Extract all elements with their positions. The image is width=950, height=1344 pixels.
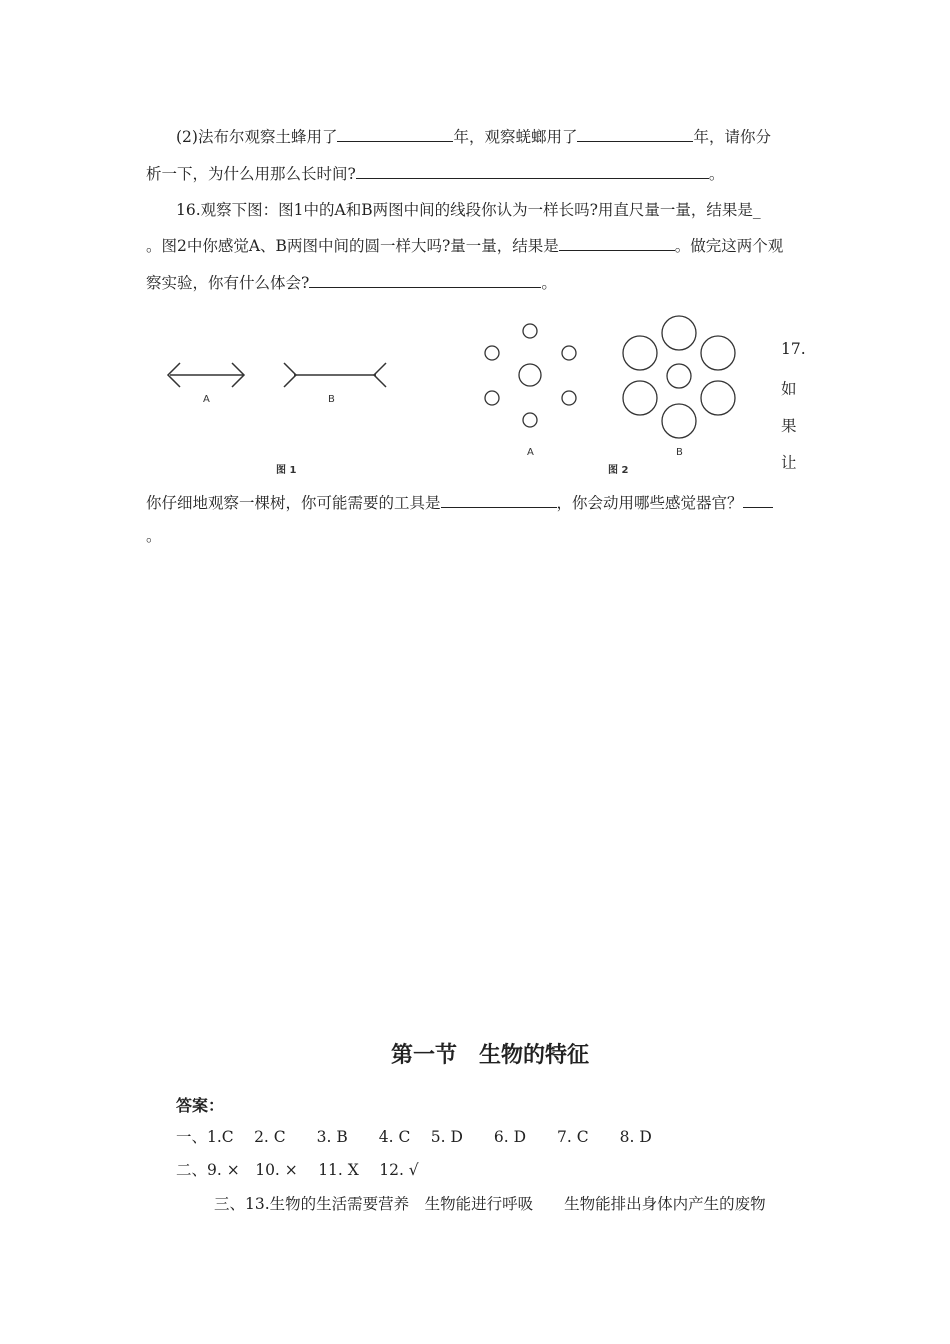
fig1-label-a: A	[203, 394, 210, 405]
fig1-a-arrow-line	[168, 363, 244, 387]
answers-label: 答案：	[176, 1096, 225, 1115]
q16-text-a: 。图2中你感觉A、B两图中间的圆一样大吗?量一量，结果是	[146, 237, 559, 255]
answer-blank[interactable]	[309, 272, 541, 288]
answer-blank[interactable]	[577, 126, 693, 142]
fig2-caption: 图 2	[608, 465, 629, 476]
section-title: 第一节 生物的特征	[390, 1043, 589, 1068]
answers-row-1: 一、1.C 2. C 3. B 4. C 5. D 6. D 7. C 8. D	[176, 1128, 652, 1146]
fig1-caption: 图 1	[276, 465, 297, 476]
q15-2-text-a: (2)法布尔观察土蜂用了	[176, 128, 338, 146]
q17-char: 如	[781, 380, 797, 398]
answer-blank[interactable]	[337, 126, 453, 142]
answer-blank[interactable]	[356, 163, 709, 179]
fig1-label-b: B	[328, 394, 335, 405]
answers-row-3: 三、13.生物的生活需要营养 生物能进行呼吸 生物能排出身体内产生的废物	[214, 1195, 766, 1213]
q15-2-line1	[176, 126, 771, 148]
illusion-figure	[146, 305, 776, 480]
q17-text-a: 你仔细地观察一棵树，你可能需要的工具是	[146, 494, 441, 512]
q16-text-c: 察实验，你有什么体会?	[146, 274, 310, 292]
fig2-a-circles	[485, 324, 576, 427]
q17-char: 让	[781, 454, 797, 472]
q16-text-b: 。做完这两个观	[674, 237, 784, 255]
q17-line1	[146, 492, 773, 514]
answer-blank[interactable]	[559, 235, 675, 251]
answer-blank[interactable]	[441, 492, 557, 508]
fig1-b-arrow-line	[284, 363, 386, 387]
q15-2-line2	[146, 163, 724, 185]
fig2-label-a: A	[527, 447, 534, 458]
q16-line3	[146, 272, 557, 294]
answers-row-2: 二、9. × 10. × 11. X 12. √	[176, 1161, 419, 1179]
fig2-b-circles	[623, 316, 735, 438]
fig2-label-b: B	[676, 447, 683, 458]
q15-2-text-b: 年，观察蜣螂用了	[453, 128, 578, 146]
q17-text-b: ，你会动用哪些感觉器官？	[556, 494, 743, 512]
q17-line2: 。	[146, 527, 162, 545]
q16-line1: 16.观察下图：图1中的A和B两图中间的线段你认为一样长吗?用直尺量一量，结果是_	[176, 201, 761, 219]
q17-char: 果	[781, 417, 797, 435]
q17-number: 17.	[781, 340, 806, 358]
q15-2-text-c: 年，请你分	[693, 128, 771, 146]
answer-blank[interactable]	[743, 492, 773, 508]
q16-text-d: 。	[541, 274, 557, 292]
q15-2-text-e: 。	[708, 165, 725, 183]
q15-2-text-d: 析一下，为什么用那么长时间?	[146, 165, 356, 183]
q16-line2	[146, 235, 783, 257]
